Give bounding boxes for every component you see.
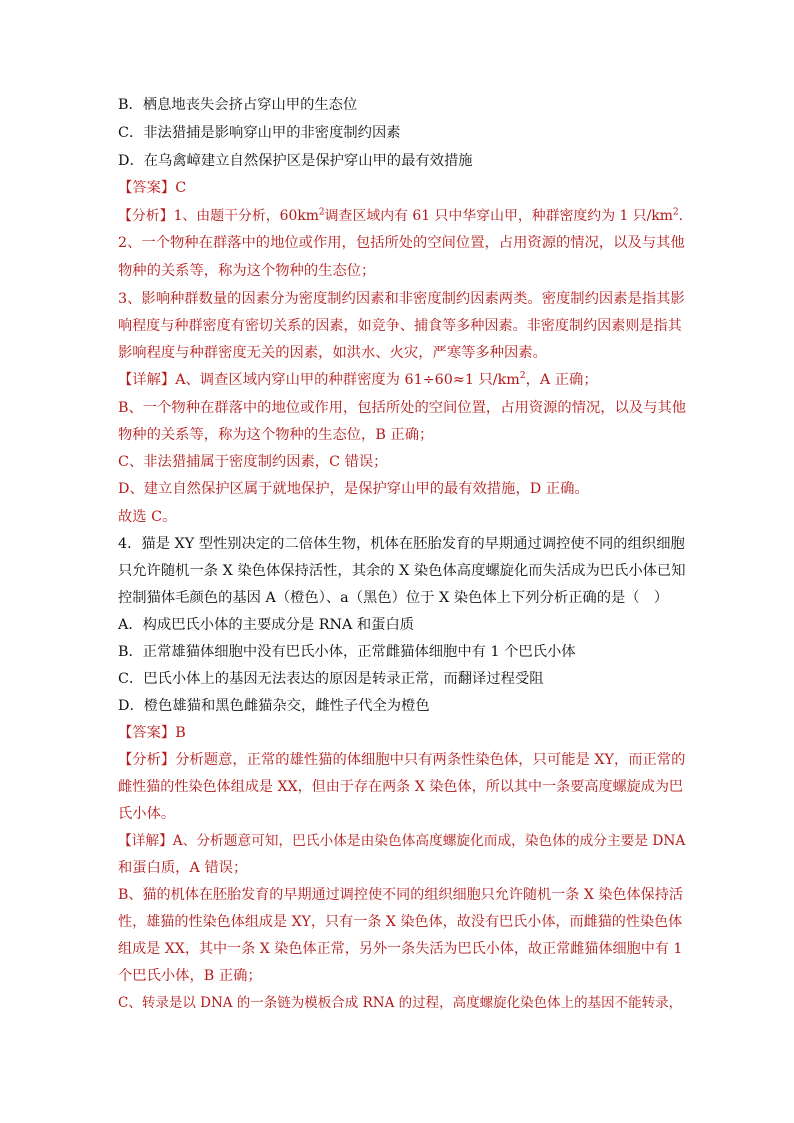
q3-detail-text-1a: A、调查区域内穿山甲的种群密度为 61÷60≈1 只/km bbox=[175, 372, 520, 388]
q3-analysis-label: 【分析】 bbox=[118, 208, 174, 224]
q3-option-d bbox=[118, 151, 678, 171]
q3-conclusion bbox=[118, 507, 678, 527]
q4-stem-text-3: 控制猫体毛颜色的基因 A（橙色）、a（黑色）位于 X 染色体上下列分析正确的是（ ） bbox=[118, 590, 669, 606]
q4-answer-label: 【答案】 bbox=[118, 725, 176, 741]
q3-analysis-line-5 bbox=[118, 316, 682, 336]
q4-option-b bbox=[118, 642, 678, 662]
q4-detail-text-1: A、分析题意可知，巴氏小体是由染色体高度螺旋化而成，染色体的成分主要是 DNA bbox=[172, 833, 686, 849]
q3-detail-line-5 bbox=[118, 479, 678, 499]
q3-detail-sup-1: 2 bbox=[519, 371, 526, 382]
q3-analysis-line-4 bbox=[118, 289, 685, 309]
q3-option-b-text: B．栖息地丧失会挤占穿山甲的生态位 bbox=[118, 97, 358, 113]
q4-detail-text-3: B、猫的机体在胚胎发育的早期通过调控使不同的组织细胞只允许随机一条 X 染色体保持活 bbox=[118, 887, 683, 903]
q3-detail-line-4 bbox=[118, 452, 678, 472]
q3-detail-text-3: 物种的关系等，称为这个物种的生态位，B 正确； bbox=[118, 427, 434, 443]
q4-detail-line-6 bbox=[118, 966, 678, 986]
q4-detail-line-1 bbox=[118, 831, 686, 851]
q4-detail-line-7 bbox=[118, 993, 683, 1013]
q3-detail-text-4: C、非法猎捕属于密度制约因素，C 错误； bbox=[118, 454, 388, 470]
q4-detail-text-5: 组成是 XX，其中一条 X 染色体正常，另外一条失活为巴氏小体，故正常雌猫体细胞中有 1 bbox=[118, 941, 683, 957]
q3-analysis-text-1b: 调查区域内有 61 只中华穿山甲，种群密度约为 1 只/km bbox=[324, 208, 673, 224]
q4-option-d bbox=[118, 696, 678, 716]
q3-conclusion-text: 故选 C。 bbox=[118, 509, 177, 525]
q4-stem-line-3 bbox=[118, 588, 678, 608]
q3-analysis-sup-2: 2 bbox=[672, 207, 679, 218]
q3-analysis-text-1a: 1、由题干分析，60km bbox=[173, 208, 319, 224]
q4-detail-text-7: C、转录是以 DNA 的一条链为模板合成 RNA 的过程，高度螺旋化染色体上的基因不能转录， bbox=[118, 995, 683, 1011]
q3-analysis-sup-1: 2 bbox=[318, 207, 325, 218]
q3-analysis-text-4: 3、影响种群数量的因素分为密度制约因素和非密度制约因素两类。密度制约因素是指其影 bbox=[118, 291, 685, 307]
q4-option-a bbox=[118, 615, 678, 635]
q4-stem-line-1 bbox=[118, 534, 685, 554]
q3-analysis-line-3 bbox=[118, 261, 678, 281]
q3-option-d-text: D．在乌禽嶂建立自然保护区是保护穿山甲的最有效措施 bbox=[118, 153, 473, 169]
q4-option-c-text: C．巴氏小体上的基因无法表达的原因是转录正常，而翻译过程受阻 bbox=[118, 671, 544, 687]
q3-analysis-line-1 bbox=[118, 206, 684, 226]
q4-option-c bbox=[118, 669, 678, 689]
q3-analysis-line-6 bbox=[118, 343, 678, 363]
q3-answer-label: 【答案】 bbox=[118, 180, 176, 196]
q4-stem-text-2: 只允许随机一条 X 染色体保持活性，其余的 X 染色体高度螺旋化而失活成为巴氏小体已知 bbox=[118, 563, 686, 579]
q4-analysis-label: 【分析】 bbox=[118, 752, 176, 768]
q3-detail-line-2 bbox=[118, 398, 687, 418]
q3-answer-value: C bbox=[175, 180, 187, 196]
q4-analysis-text-3: 氏小体。 bbox=[118, 806, 176, 822]
q4-detail-text-6: 个巴氏小体，B 正确； bbox=[118, 968, 262, 984]
q4-detail-line-4 bbox=[118, 912, 683, 932]
q4-analysis-text-1: 分析题意，正常的雄性猫的体细胞中只有两条性染色体，只可能是 XY，而正常的 bbox=[175, 752, 686, 768]
q4-detail-line-2 bbox=[118, 858, 678, 878]
q3-detail-line-3 bbox=[118, 425, 678, 445]
q3-analysis-text-6: 影响程度与种群密度无关的因素，如洪水、火灾，严寒等多种因素。 bbox=[118, 345, 547, 361]
q4-stem-text-1: 4．猫是 XY 型性别决定的二倍体生物，机体在胚胎发育的早期通过调控使不同的组织细胞 bbox=[118, 536, 685, 552]
q3-detail-label: 【详解】 bbox=[118, 372, 176, 388]
q3-detail-line-1 bbox=[118, 370, 678, 390]
q3-analysis-line-2 bbox=[118, 233, 685, 253]
q3-analysis-text-2: 2、一个物种在群落中的地位或作用，包括所处的空间位置，占用资源的情况，以及与其他 bbox=[118, 235, 685, 251]
q4-analysis-line-3 bbox=[118, 804, 678, 824]
q3-analysis-text-5: 响程度与种群密度有密切关系的因素，如竞争、捕食等多种因素。非密度制约因素则是指其 bbox=[118, 318, 682, 334]
q4-analysis-line-1 bbox=[118, 750, 686, 770]
q3-answer bbox=[118, 178, 678, 198]
q3-analysis-text-3: 物种的关系等，称为这个物种的生态位； bbox=[118, 263, 376, 279]
q4-detail-text-2: 和蛋白质，A 错误； bbox=[118, 860, 248, 876]
q4-option-a-text: A．构成巴氏小体的主要成分是 RNA 和蛋白质 bbox=[118, 617, 415, 633]
q4-analysis-text-2: 雌性猫的性染色体组成是 XX，但由于存在两条 X 染色体，所以其中一条要高度螺旋成为巴 bbox=[118, 779, 684, 795]
q4-detail-label: 【详解】 bbox=[118, 833, 173, 849]
q4-analysis-line-2 bbox=[118, 777, 684, 797]
q3-analysis-text-1c: . bbox=[678, 208, 684, 224]
q3-option-b bbox=[118, 95, 678, 115]
q4-detail-text-4: 性，雄猫的性染色体组成是 XY，只有一条 X 染色体，故没有巴氏小体，而雌猫的性染色体 bbox=[118, 914, 683, 930]
q3-detail-text-5: D、建立自然保护区属于就地保护，是保护穿山甲的最有效措施，D 正确。 bbox=[118, 481, 589, 497]
q3-option-c-text: C．非法猎捕是影响穿山甲的非密度制约因素 bbox=[118, 125, 401, 141]
q4-detail-line-5 bbox=[118, 939, 683, 959]
q4-answer-value: B bbox=[175, 725, 186, 741]
q3-detail-text-2: B、一个物种在群落中的地位或作用，包括所处的空间位置，占用资源的情况，以及与其他 bbox=[118, 400, 687, 416]
q4-answer bbox=[118, 723, 678, 743]
q3-option-c bbox=[118, 123, 678, 143]
q3-detail-text-1b: ，A 正确； bbox=[525, 372, 598, 388]
q4-detail-line-3 bbox=[118, 885, 683, 905]
q4-option-b-text: B．正常雄猫体细胞中没有巴氏小体，正常雌猫体细胞中有 1 个巴氏小体 bbox=[118, 644, 576, 660]
q4-stem-line-2 bbox=[118, 561, 686, 581]
q4-option-d-text: D．橙色雄猫和黑色雌猫杂交，雌性子代全为橙色 bbox=[118, 698, 430, 714]
